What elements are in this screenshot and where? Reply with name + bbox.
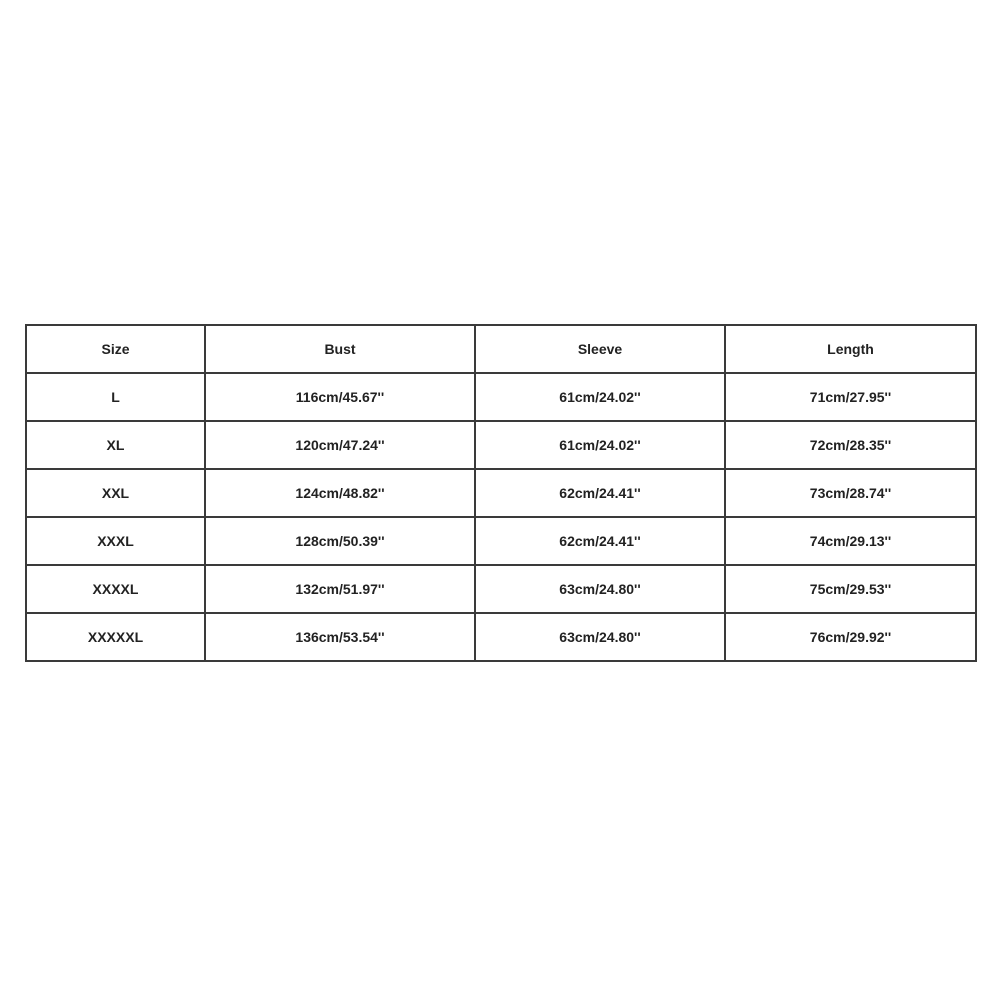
- cell-size: XXL: [26, 469, 205, 517]
- cell-length: 75cm/29.53'': [725, 565, 976, 613]
- cell-sleeve: 62cm/24.41'': [475, 469, 725, 517]
- cell-bust: 128cm/50.39'': [205, 517, 475, 565]
- size-chart-table: [25, 324, 977, 662]
- cell-size: XL: [26, 421, 205, 469]
- cell-sleeve: 63cm/24.80'': [475, 565, 725, 613]
- cell-bust: 124cm/48.82'': [205, 469, 475, 517]
- header-size: Size: [26, 325, 205, 373]
- cell-bust: 136cm/53.54'': [205, 613, 475, 661]
- cell-length: 76cm/29.92'': [725, 613, 976, 661]
- cell-size: XXXXL: [26, 565, 205, 613]
- cell-sleeve: 62cm/24.41'': [475, 517, 725, 565]
- cell-length: 71cm/27.95'': [725, 373, 976, 421]
- cell-length: 73cm/28.74'': [725, 469, 976, 517]
- header-row: [26, 325, 976, 373]
- cell-sleeve: 61cm/24.02'': [475, 373, 725, 421]
- header-bust: Bust: [205, 325, 475, 373]
- table-row: [26, 565, 976, 613]
- table-body: [26, 373, 976, 661]
- cell-bust: 120cm/47.24'': [205, 421, 475, 469]
- header-sleeve: Sleeve: [475, 325, 725, 373]
- table-row: [26, 613, 976, 661]
- cell-size: L: [26, 373, 205, 421]
- table-row: [26, 373, 976, 421]
- table-row: [26, 421, 976, 469]
- table-header: [26, 325, 976, 373]
- cell-sleeve: 61cm/24.02'': [475, 421, 725, 469]
- cell-sleeve: 63cm/24.80'': [475, 613, 725, 661]
- cell-size: XXXXXL: [26, 613, 205, 661]
- cell-length: 72cm/28.35'': [725, 421, 976, 469]
- table-row: [26, 517, 976, 565]
- cell-size: XXXL: [26, 517, 205, 565]
- cell-bust: 116cm/45.67'': [205, 373, 475, 421]
- table-row: [26, 469, 976, 517]
- cell-bust: 132cm/51.97'': [205, 565, 475, 613]
- cell-length: 74cm/29.13'': [725, 517, 976, 565]
- header-length: Length: [725, 325, 976, 373]
